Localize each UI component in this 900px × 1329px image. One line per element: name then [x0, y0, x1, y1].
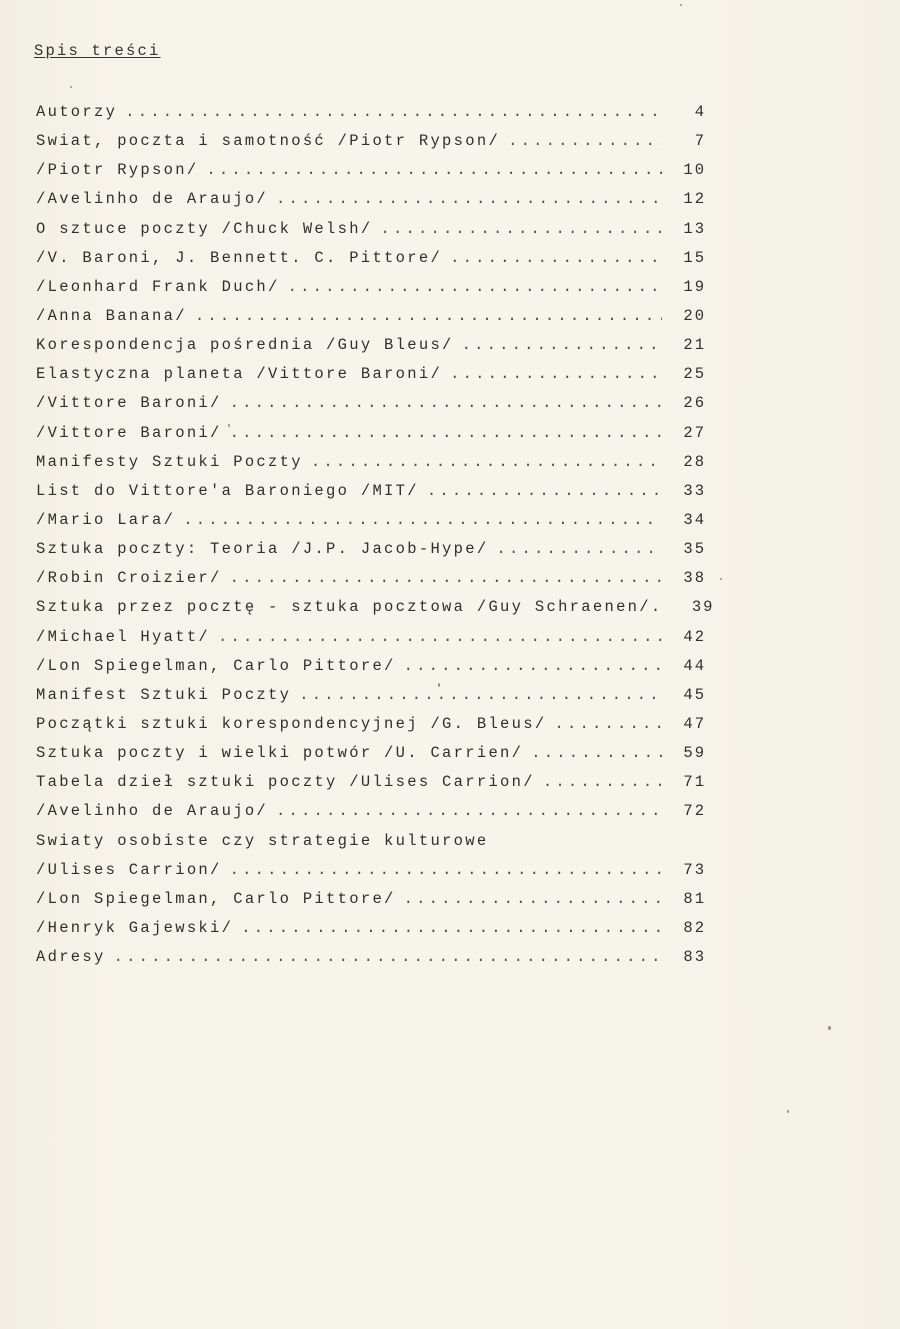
toc-entry-page-number: 10 — [683, 161, 706, 180]
toc-entry-title: List do Vittore'a Baroniego /MIT/ — [36, 481, 419, 500]
dot-leader — [496, 535, 662, 564]
table-of-contents — [36, 98, 715, 972]
toc-entry — [36, 331, 706, 360]
toc-entry-page-number: 19 — [683, 277, 706, 296]
toc-entry — [36, 535, 706, 564]
toc-entry-title: Swiaty osobiste czy strategie kulturowe — [36, 831, 489, 850]
toc-entry-title: /Robin Croizier/ — [36, 569, 222, 588]
toc-entry-title: Swiat, poczta i samotność /Piotr Rypson/ — [36, 132, 501, 151]
dot-leader — [543, 768, 662, 797]
dot-leader — [462, 331, 662, 360]
toc-entry-title: Korespondencja pośrednia /Guy Bleus/ — [36, 336, 454, 355]
dot-leader — [450, 360, 662, 389]
toc-entry — [36, 215, 706, 244]
toc-entry — [36, 681, 706, 710]
toc-entry-page-number: 20 — [683, 306, 706, 325]
toc-entry-page-number: 73 — [683, 860, 706, 879]
toc-entry-title: Adresy — [36, 948, 106, 967]
toc-entry-title: Sztuka poczty i wielki potwór /U. Carrien/ — [36, 744, 524, 763]
toc-entry-page-number: 72 — [683, 802, 706, 821]
dot-leader — [241, 914, 662, 943]
dot-leader — [125, 98, 662, 127]
toc-entry-page-number: 28 — [683, 452, 706, 471]
toc-entry — [36, 856, 706, 885]
toc-entry-page-number: 13 — [683, 219, 706, 238]
toc-entry — [36, 506, 706, 535]
paper-speck — [438, 683, 440, 687]
toc-entry-page-number: 71 — [683, 773, 706, 792]
toc-entry — [36, 127, 706, 156]
dot-leader — [554, 710, 662, 739]
dot-leader — [276, 797, 662, 826]
toc-entry — [36, 885, 706, 914]
toc-entry-page-number: 35 — [683, 540, 706, 559]
toc-entry — [36, 652, 706, 681]
toc-entry-page-number: 82 — [683, 918, 706, 937]
toc-entry — [36, 360, 706, 389]
toc-entry-page-number: 33 — [683, 481, 706, 500]
toc-entry-page-number: 59 — [683, 744, 706, 763]
dot-leader — [230, 856, 662, 885]
toc-entry-title: Elastyczna planeta /Vittore Baroni/ — [36, 365, 443, 384]
toc-entry-title: /Avelinho de Araujo/ — [36, 190, 269, 209]
toc-entry-title: /V. Baroni, J. Bennett. C. Pittore/ — [36, 248, 443, 267]
toc-entry-title: /Ulises Carrion/ — [36, 860, 222, 879]
toc-entry-title: /Michael Hyatt/ — [36, 627, 211, 646]
dot-leader — [311, 448, 662, 477]
toc-entry — [36, 185, 706, 214]
toc-entry-title: /Vittore Baroni/ — [36, 423, 222, 442]
dot-leader — [206, 156, 662, 185]
dot-leader — [230, 389, 662, 418]
paper-speck — [720, 578, 722, 580]
dot-leader — [299, 681, 662, 710]
toc-entry-title: Tabela dzieł sztuki poczty /Ulises Carrion/ — [36, 773, 535, 792]
toc-entry-page-number: 34 — [683, 510, 706, 529]
toc-entry — [36, 477, 706, 506]
toc-entry-page-number: 21 — [683, 336, 706, 355]
toc-entry-title: O sztuce poczty /Chuck Welsh/ — [36, 219, 373, 238]
dot-leader — [230, 564, 662, 593]
toc-entry — [36, 623, 706, 652]
toc-entry-page-number: 47 — [683, 714, 706, 733]
toc-entry-page-number: 39 — [691, 598, 715, 617]
toc-entry — [36, 98, 706, 127]
toc-entry — [36, 302, 706, 331]
toc-entry-page-number: 25 — [683, 365, 706, 384]
dot-leader — [380, 215, 662, 244]
toc-entry-title: /Avelinho de Araujo/ — [36, 802, 269, 821]
toc-entry-page-number: 42 — [683, 627, 706, 646]
toc-entry-title: /Lon Spiegelman, Carlo Pittore/ — [36, 889, 396, 908]
dot-leader — [404, 652, 662, 681]
toc-entry-title: /Lon Spiegelman, Carlo Pittore/ — [36, 656, 396, 675]
toc-entry — [36, 827, 706, 856]
toc-entry-page-number: 83 — [683, 948, 706, 967]
toc-entry — [36, 389, 706, 418]
toc-entry-title: Manifesty Sztuki Poczty — [36, 452, 303, 471]
toc-entry-page-number: 45 — [683, 685, 706, 704]
toc-entry-title: Manifest Sztuki Poczty — [36, 685, 292, 704]
toc-entry — [36, 593, 715, 622]
toc-entry-page-number: 15 — [683, 248, 706, 267]
toc-entry-title: /Leonhard Frank Duch/ — [36, 277, 280, 296]
dot-leader — [427, 477, 662, 506]
toc-entry-title: Początki sztuki korespondencyjnej /G. Bleus/ — [36, 714, 547, 733]
dot-leader — [288, 273, 662, 302]
toc-entry — [36, 273, 706, 302]
toc-entry-title: Sztuka poczty: Teoria /J.P. Jacob-Hype/ — [36, 540, 489, 559]
page-title: Spis treści — [34, 42, 161, 60]
toc-entry — [36, 797, 706, 826]
toc-entry-page-number: 44 — [683, 656, 706, 675]
toc-entry — [36, 710, 706, 739]
toc-entry — [36, 768, 706, 797]
dot-leader — [450, 244, 662, 273]
toc-entry-page-number: 7 — [694, 132, 706, 151]
toc-entry-title: /Henryk Gajewski/ — [36, 918, 234, 937]
toc-entry-title: /Mario Lara/ — [36, 510, 176, 529]
dot-leader — [276, 185, 662, 214]
toc-entry-page-number: 81 — [683, 889, 706, 908]
toc-entry — [36, 914, 706, 943]
toc-entry-title: Autorzy — [36, 103, 118, 121]
dot-leader — [531, 739, 662, 768]
toc-entry-page-number: 27 — [683, 423, 706, 442]
dot-leader — [404, 885, 662, 914]
toc-entry — [36, 739, 706, 768]
paper-speck — [828, 1026, 831, 1030]
toc-entry — [36, 419, 706, 448]
dot-leader — [508, 127, 662, 156]
toc-entry — [36, 943, 706, 972]
toc-entry-title: /Piotr Rypson/ — [36, 161, 199, 180]
toc-entry-title: Sztuka przez pocztę - sztuka pocztowa /Guy Schraenen/. — [36, 598, 663, 617]
dot-leader — [230, 419, 662, 448]
toc-entry — [36, 244, 706, 273]
dot-leader — [114, 943, 662, 972]
dot-leader — [183, 506, 662, 535]
toc-entry-page-number: 12 — [683, 190, 706, 209]
dot-leader — [195, 302, 662, 331]
dot-leader — [218, 623, 662, 652]
paper-speck — [787, 1110, 789, 1113]
toc-entry-title: /Vittore Baroni/ — [36, 394, 222, 413]
toc-entry-page-number: 4 — [694, 103, 706, 121]
toc-entry — [36, 564, 706, 593]
paper-speck — [228, 424, 230, 427]
paper-speck — [70, 86, 72, 88]
toc-entry — [36, 156, 706, 185]
toc-entry — [36, 448, 706, 477]
toc-entry-page-number: 26 — [683, 394, 706, 413]
toc-entry-page-number: 38 — [683, 569, 706, 588]
paper-speck — [680, 4, 682, 6]
toc-entry-title: /Anna Banana/ — [36, 306, 187, 325]
